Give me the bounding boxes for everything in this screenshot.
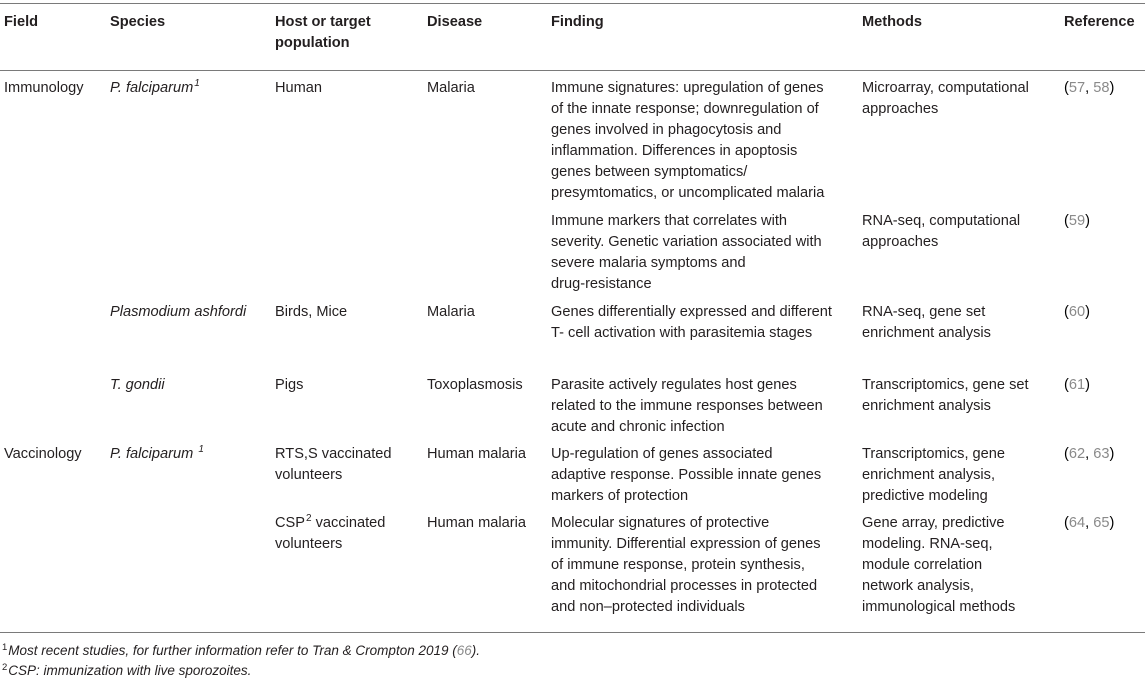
cell-reference: (57, 58) [1064, 80, 1115, 96]
cell-finding: Genes differentially expressed and different T- cell activation with parasitemia stages [551, 304, 832, 341]
cell-host: RTS,S vaccinated volunteers [275, 446, 392, 483]
cell-host: Birds, Mice [275, 304, 348, 320]
cell-methods: Microarray, computational approaches [862, 80, 1029, 117]
header-host-line1: Host or target [275, 14, 371, 30]
header-methods: Methods [862, 14, 922, 30]
footnote: $^2$CSP: immunization with live sporozoites. [2, 662, 252, 678]
cell-species: P. falciparum $^1$ [110, 444, 204, 462]
reference-link[interactable]: 64 [1068, 515, 1086, 531]
reference-link[interactable]: 58 [1093, 80, 1110, 96]
cell-reference: (62, 63) [1064, 446, 1115, 462]
cell-disease: Malaria [427, 80, 475, 96]
cell-finding: Immune signatures: upregulation of genes of the innate response; downregulation of genes involved in phagocytosis and inflammation. Differences in apoptosis genes between symptomatics/ presymtomatics, or uncomplicated malaria [551, 80, 825, 201]
table-header-rule [0, 70, 1145, 71]
cell-finding: Parasite actively regulates host genes related to the immune responses between acute and chronic infection [551, 377, 823, 435]
header-field: Field [4, 14, 39, 30]
table-top-rule [0, 3, 1145, 4]
cell-reference: (60) [1064, 304, 1090, 320]
cell-species: P. falciparum$^1$ [110, 78, 200, 96]
cell-methods: Transcriptomics, gene set enrichment analysis [862, 377, 1029, 414]
header-disease: Disease [427, 14, 483, 30]
cell-disease: Human malaria [427, 515, 526, 531]
table-bottom-rule [0, 632, 1145, 633]
cell-species: Plasmodium ashfordi [110, 304, 247, 320]
reference-link[interactable]: 59 [1068, 213, 1086, 229]
cell-methods: RNA-seq, gene set enrichment analysis [862, 304, 991, 341]
cell-methods: Transcriptomics, gene enrichment analysis, predictive modeling [862, 446, 1006, 504]
cell-finding: Immune markers that correlates with severity. Genetic variation associated with severe malaria symptoms and drug-resistance [551, 213, 822, 292]
header-host [275, 12, 371, 54]
reference-link[interactable]: 62 [1068, 446, 1086, 462]
cell-species: T. gondii [110, 377, 165, 393]
cell-finding: Up-regulation of genes associated adaptive response. Possible innate genes markers of protection [551, 446, 822, 504]
header-reference: Reference [1064, 14, 1135, 30]
cell-host: CSP$^2$ vaccinated volunteers [275, 513, 386, 552]
cell-finding: Molecular signatures of protective immunity. Differential expression of genes of immune response, protein synthesis, and mitochondrial processes in protected and non–protected individuals [551, 515, 821, 615]
cell-reference: (64, 65) [1064, 515, 1115, 531]
cell-host: Pigs [275, 377, 304, 393]
cell-disease: Toxoplasmosis [427, 377, 523, 393]
header-finding: Finding [551, 14, 604, 30]
cell-field: Immunology [4, 80, 84, 96]
footnote-reference-link[interactable]: 66 [456, 643, 472, 658]
footnote: $^1$Most recent studies, for further information refer to Tran & Crompton 2019 (66). [2, 642, 481, 658]
cell-reference: (59) [1064, 213, 1090, 229]
cell-reference: (61) [1064, 377, 1090, 393]
cell-field: Vaccinology [4, 446, 82, 462]
header-species: Species [110, 14, 166, 30]
cell-disease: Malaria [427, 304, 475, 320]
reference-link[interactable]: 63 [1093, 446, 1110, 462]
cell-host: Human [275, 80, 323, 96]
header-host-line2: population [275, 35, 350, 51]
cell-methods: RNA-seq, computational approaches [862, 213, 1021, 250]
reference-link[interactable]: 60 [1068, 304, 1086, 320]
cell-methods: Gene array, predictive modeling. RNA-seq, module correlation network analysis, immunological methods [862, 515, 1016, 615]
cell-disease: Human malaria [427, 446, 526, 462]
reference-link[interactable]: 65 [1093, 515, 1110, 531]
reference-link[interactable]: 61 [1068, 377, 1086, 393]
reference-link[interactable]: 57 [1068, 80, 1086, 96]
